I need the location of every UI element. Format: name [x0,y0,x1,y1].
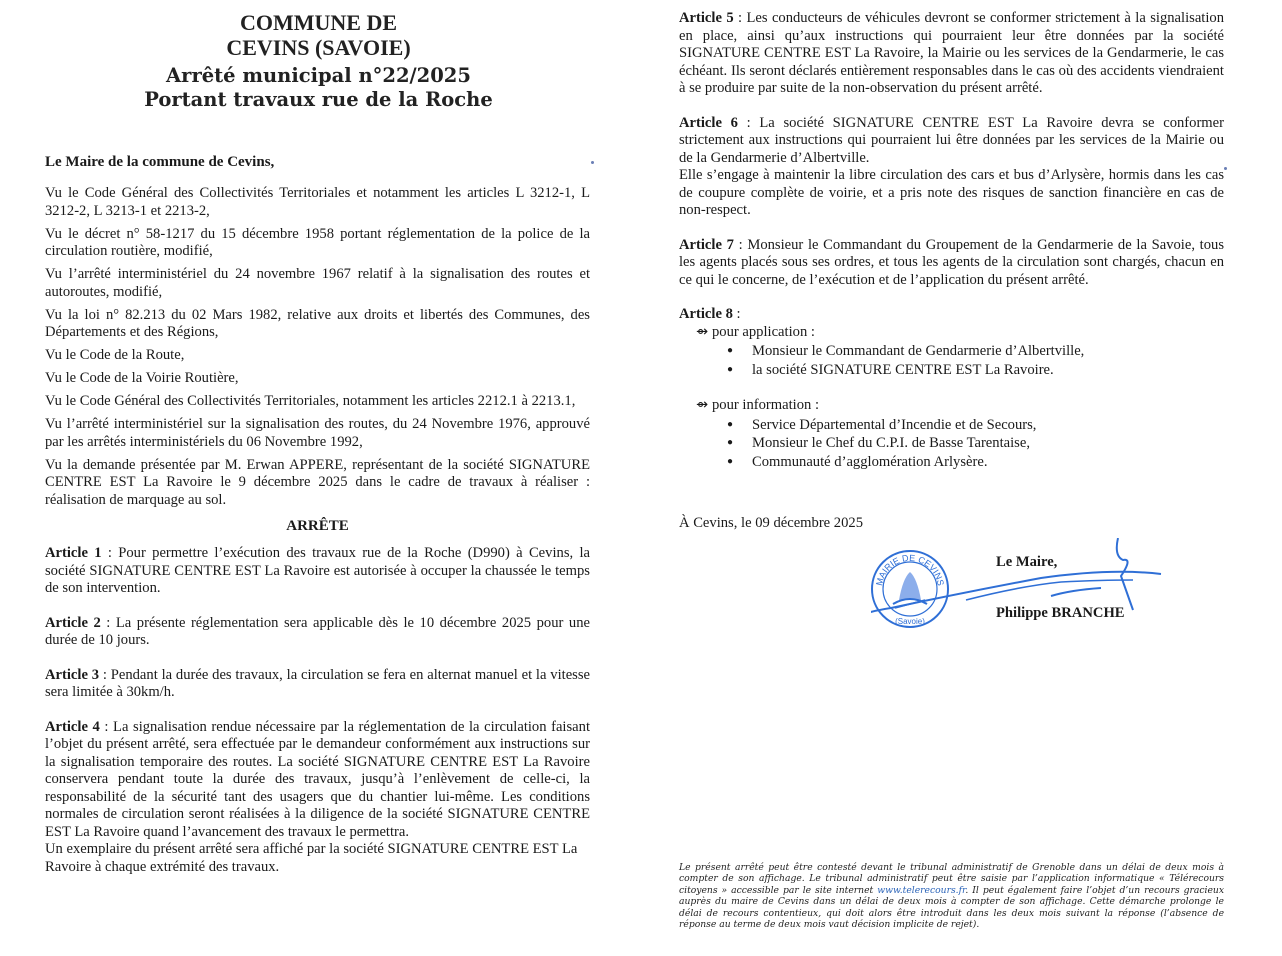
vu-item: Vu le Code de la Route, [45,347,185,363]
article-2 [45,615,590,650]
article-text: : La signalisation rendue nécessaire par la réglementation de la circulation faisant l’objet du présent arrêté, sera effectuée par le demandeur conformément aux instructions sur la signalisation temporaire des routes. La société SIGNATURE CENTRE EST La Ravoire conservera pendant toute la durée des travaux, jusqu’à l’enlèvement de celle-ci, la responsabilité de la sécurité tant des usagers que du chantier lui-même. Les conditions normales de circulation seront réalisées à la diligence de la société SIGNATURE CENTRE EST La Ravoire quand l’avancement des travaux le permettra. [45,718,590,840]
distribution-information [679,397,1224,471]
footnote-text: Le présent arrêté peut être contesté devant le tribunal administratif de Grenoble dans un délai de deux mois à compter de son affichage. Le tribunal administratif peut être saisie par l’application informatique « Télérecours citoyens » accessible par le site internet [679,862,1224,896]
article-8 [679,306,1224,324]
list-item: ● Monsieur le Commandant de Gendarmerie d’Albertville, [752,342,1224,361]
article-text: : Pendant la durée des travaux, la circulation se fera en alternat manuel et la vitesse sera limitée à 30km/h. [45,666,591,700]
page-right [640,0,1282,956]
commune-location: CEVINS (SAVOIE) [226,35,411,60]
article-label: Article 6 [679,114,738,131]
article-text: : [732,306,741,322]
vu-item: Vu l’arrêté interministériel du 24 novembre 1967 relatif à la signalisation des routes et autoroutes, modifié, [45,266,590,300]
distribution-application [679,324,1224,380]
telerecours-link[interactable]: www.telerecours.fr [877,884,966,896]
commune-name: COMMUNE DE [239,10,398,35]
vu-item: Vu le Code Général des Collectivités Territoriales et notamment les articles L 3212-1, L 3212-2, L 3213-1 et 2213-2, [45,185,590,219]
vu-item: Vu le Code de la Voirie Routière, [45,370,239,386]
arrete-number: Arrêté municipal n°22/2025 [166,64,471,87]
list-item: ● la société SIGNATURE CENTRE EST La Ravoire. [752,361,1224,380]
vu-item: Vu le Code Général des Collectivités Territoriales, notamment les articles 2212.1 à 2213.1, [45,393,576,409]
stamp-top-text: MAIRIE DE CEVINS [874,552,946,587]
list-item: ● Monsieur le Chef du C.P.I. de Basse Tarentaise, [752,434,1224,453]
list-item: ● Service Départemental d’Incendie et de Secours, [752,416,1224,435]
vu-considerations [45,185,590,509]
article-6 [679,115,1224,220]
information-list [679,416,1224,472]
vu-item: Vu le décret n° 58-1217 du 15 décembre 1958 portant réglementation de la police de la circulation routière, modifié, [45,225,590,259]
article-text: : Les conducteurs de véhicules devront se conformer strictement à la signalisation en place, ainsi qu’aux instructions qui pourraient leur être données par la société SIGNATURE CENTRE EST La Ravoire, la Mairie ou les services de la Gendarmerie, le cas échéant. Ils seront déclarés entièrement responsables dans le cas où des accidents viendraient à se produire par suite de la non-observation du présent arrêté. [679,10,1225,96]
hook-arrow-icon: ⇴ [696,397,709,413]
article-4 [45,719,590,877]
article-5 [679,10,1224,98]
article-label: Article 3 [45,666,100,683]
article-text: : Monsieur le Commandant du Groupement de la Gendarmerie de la Savoie, tous les agents placés sous ses ordres, et tous les agents de la circulation sont chargés, chacun en ce qui le concerne, de l’exécution et de l’application du présent arrêté. [679,236,1224,288]
footnote-text: . Il peut également faire l’objet d’un recours gracieux auprès du maire de Cevins dans un délai de deux mois à compter de son affichage. Cette démarche prolonge le délai de recours contentieux, qui doit alors être introduit dans les deux mois suivant la réponse (l’absence de réponse au terme de deux mois vaut décision implicite de rejet). [679,884,1225,931]
hook-arrow-icon: ⇴ [696,323,709,340]
article-extra: Un exemplaire du présent arrêté sera affiché par la société SIGNATURE CENTRE EST La Ravoire à chaque extrémité des travaux. [45,841,578,875]
scan-artifact [591,161,594,164]
article-text: : La présente réglementation sera applicable dès le 10 décembre 2025 pour une durée de 10 jours. [45,614,590,648]
section-heading: pour application : [712,323,815,340]
article-text: : La société SIGNATURE CENTRE EST La Ravoire devra se conformer strictement aux instructions qui pourraient lui être données par les services de la Mairie ou de la Gendarmerie d’Albertville. [679,114,1224,166]
article-7 [679,237,1224,290]
vu-item: Vu la loi n° 82.213 du 02 Mars 1982, relative aux droits et libertés des Communes, des Départements et des Régions, [45,306,590,340]
vu-item: Vu la demande présentée par M. Erwan APPERE, représentant de la société SIGNATURE CENTRE EST La Ravoire le 9 décembre 2025 dans le cadre de travaux à réaliser : réalisation de marquage au sol. [45,456,590,508]
article-3 [45,667,590,702]
article-label: Article 4 [45,718,100,735]
article-text: : Pour permettre l’exécution des travaux rue de la Roche (D990) à Cevins, la société SIGNATURE CENTRE EST La Ravoire est autorisée à occuper la chaussée le temps de son intervention. [45,545,590,596]
article-1 [45,545,590,598]
arrete-heading: ARRÊTE [286,518,349,534]
section-heading: pour information : [712,397,820,413]
article-label: Article 2 [45,614,101,631]
article-extra: Elle s’engage à maintenir la libre circulation des cars et bus d’Arlysère, hormis dans les cas de coupure complète de voirie, et a pris note des risques de sanction financière en cas de non-respect. [679,167,1224,218]
document-header [47,10,590,112]
signature-block [679,538,1224,638]
article-label: Article 8 [679,306,733,322]
application-list [679,342,1224,379]
mayor-title: Le Maire, [996,554,1058,570]
article-label: Article 7 [679,236,734,253]
mayor-name: Philippe BRANCHE [996,605,1125,621]
article-label: Article 1 [45,545,102,561]
arrete-subject: Portant travaux rue de la Roche [144,88,493,111]
mayor-lead: Le Maire de la commune de Cevins, [45,154,275,170]
stamp-bottom-text: (Savoie) [895,617,925,626]
legal-footnote [679,862,1224,930]
list-item: ● Communauté d’agglomération Arlysère. [752,453,1224,472]
vu-item: Vu l’arrêté interministériel sur la signalisation des routes, du 24 Novembre 1976, approuvé par les arrêtés interministériels du 06 Novembre 1992, [45,416,590,450]
article-label: Article 5 [679,10,734,26]
page-left [0,0,640,956]
place-date: À Cevins, le 09 décembre 2025 [679,515,863,531]
scan-artifact [1224,167,1227,170]
